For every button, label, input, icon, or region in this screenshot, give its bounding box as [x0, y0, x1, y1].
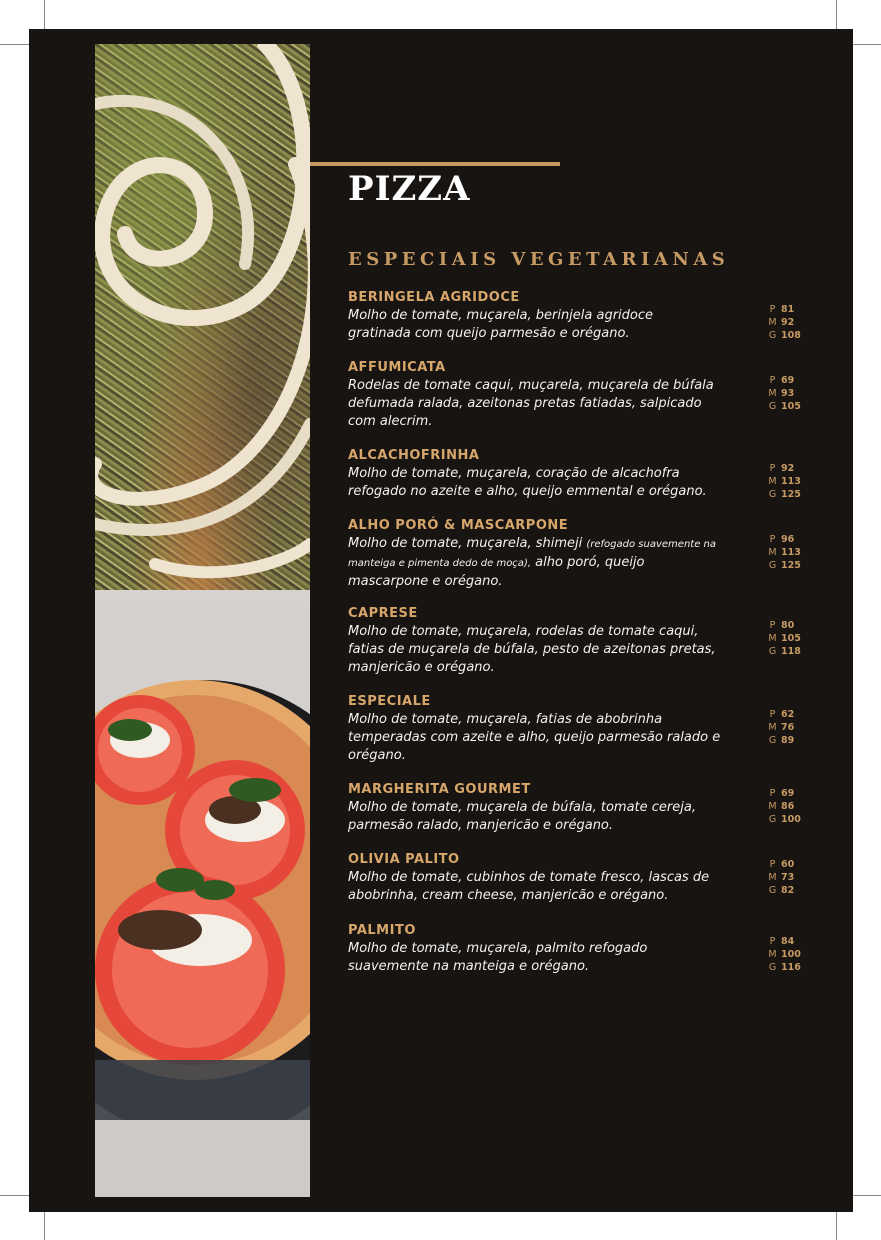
menu-item: [348, 289, 788, 343]
price-m: 113: [781, 547, 801, 558]
menu-item: [348, 693, 788, 765]
menu-item: [348, 605, 788, 677]
crop-mark: [0, 1195, 29, 1196]
crop-mark: [836, 1211, 837, 1240]
pizza-photo-strip: [95, 44, 310, 1197]
page-title: PIZZA: [348, 169, 471, 209]
price-m: 113: [781, 476, 801, 487]
price-g: 100: [781, 814, 801, 825]
crop-mark: [0, 44, 29, 45]
price-g: 125: [781, 489, 801, 500]
item-name: PALMITO: [348, 923, 416, 938]
item-description: Molho de tomate, muçarela, shimeji (refogado suavemente na manteiga e pimenta dedo de moça), alho poró, queijo mascarpone e orégano.: [348, 536, 716, 589]
price-p: 80: [781, 620, 795, 631]
price-g: 125: [781, 560, 801, 571]
price-g: 116: [781, 962, 801, 973]
price-g: 89: [781, 735, 795, 746]
item-prices: P 81 M 92 G 108: [768, 304, 801, 341]
menu-item: [348, 447, 788, 501]
item-description-note: (refogado suavemente na manteiga e pimenta dedo de moça),: [348, 539, 716, 569]
crop-mark: [44, 0, 45, 29]
price-p: 62: [781, 709, 795, 720]
item-prices: P 60 M 73 G 82: [768, 859, 795, 896]
price-p: 92: [781, 463, 795, 474]
crop-mark: [852, 1195, 881, 1196]
title-accent-line: [310, 162, 560, 166]
item-description: Rodelas de tomate caqui, muçarela, muçarela de búfala defumada ralada, azeitonas pretas fatiadas, salpicado com alecrim.: [348, 378, 714, 429]
price-p: 60: [781, 859, 795, 870]
item-prices: P 80 M 105 G 118: [768, 620, 801, 657]
item-name: ALHO PORÓ & MASCARPONE: [348, 518, 569, 533]
item-description: Molho de tomate, cubinhos de tomate fresco, lascas de abobrinha, cream cheese, manjericão e orégano.: [348, 870, 710, 903]
price-p: 69: [781, 375, 795, 386]
item-description: Molho de tomate, muçarela, coração de alcachofra refogado no azeite e alho, queijo emmental e orégano.: [348, 466, 707, 499]
item-prices: P 96 M 113 G 125: [768, 534, 801, 571]
item-prices: P 84 M 100 G 116: [768, 936, 801, 973]
item-description: Molho de tomate, muçarela, palmito refogado suavemente na manteiga e orégano.: [348, 941, 648, 974]
price-g: 82: [781, 885, 795, 896]
price-p: 69: [781, 788, 795, 799]
item-description: Molho de tomate, muçarela, fatias de abobrinha temperadas com azeite e alho, queijo parmesão ralado e orégano.: [348, 712, 721, 763]
price-m: 92: [781, 317, 795, 328]
item-prices: P 92 M 113 G 125: [768, 463, 801, 500]
menu-item: [348, 359, 788, 431]
crop-mark: [852, 44, 881, 45]
price-g: 118: [781, 646, 801, 657]
price-p: 96: [781, 534, 795, 545]
price-p: 81: [781, 304, 795, 315]
menu-item: [348, 851, 788, 905]
price-g: 108: [781, 330, 801, 341]
price-m: 93: [781, 388, 795, 399]
item-name: ESPECIALE: [348, 694, 431, 709]
item-description: Molho de tomate, muçarela, berinjela agridoce gratinada com queijo parmesão e orégano.: [348, 308, 654, 341]
item-description: Molho de tomate, muçarela, rodelas de tomate caqui, fatias de muçarela de búfala, pesto de azeitonas pretas, manjericão e orégano.: [348, 624, 716, 675]
item-name: OLIVIA PALITO: [348, 852, 460, 867]
margherita-pizza-graphic: [95, 590, 310, 1197]
crop-mark: [836, 0, 837, 29]
item-name: ALCACHOFRINHA: [348, 448, 480, 463]
price-m: 73: [781, 872, 795, 883]
cream-swirl-graphic: [95, 44, 310, 590]
price-m: 100: [781, 949, 801, 960]
item-name: AFFUMICATA: [348, 360, 446, 375]
price-g: 105: [781, 401, 801, 412]
price-m: 86: [781, 801, 795, 812]
price-p: 84: [781, 936, 795, 947]
crop-mark: [44, 1211, 45, 1240]
pizza-photo-top: [95, 44, 310, 590]
item-prices: P 69 M 86 G 100: [768, 788, 801, 825]
price-m: 76: [781, 722, 795, 733]
item-prices: P 62 M 76 G 89: [768, 709, 795, 746]
menu-page: [29, 29, 853, 1212]
menu-item: [348, 922, 788, 976]
section-title: ESPECIAIS VEGETARIANAS: [348, 249, 730, 270]
item-name: CAPRESE: [348, 606, 418, 621]
item-prices: P 69 M 93 G 105: [768, 375, 801, 412]
menu-item: [348, 517, 788, 591]
item-name: MARGHERITA GOURMET: [348, 782, 531, 797]
price-m: 105: [781, 633, 801, 644]
menu-item: [348, 781, 788, 835]
pizza-photo-bottom: [95, 590, 310, 1197]
item-description: Molho de tomate, muçarela de búfala, tomate cereja, parmesão ralado, manjericão e orégano.: [348, 800, 696, 833]
item-name: BERINGELA AGRIDOCE: [348, 290, 520, 305]
